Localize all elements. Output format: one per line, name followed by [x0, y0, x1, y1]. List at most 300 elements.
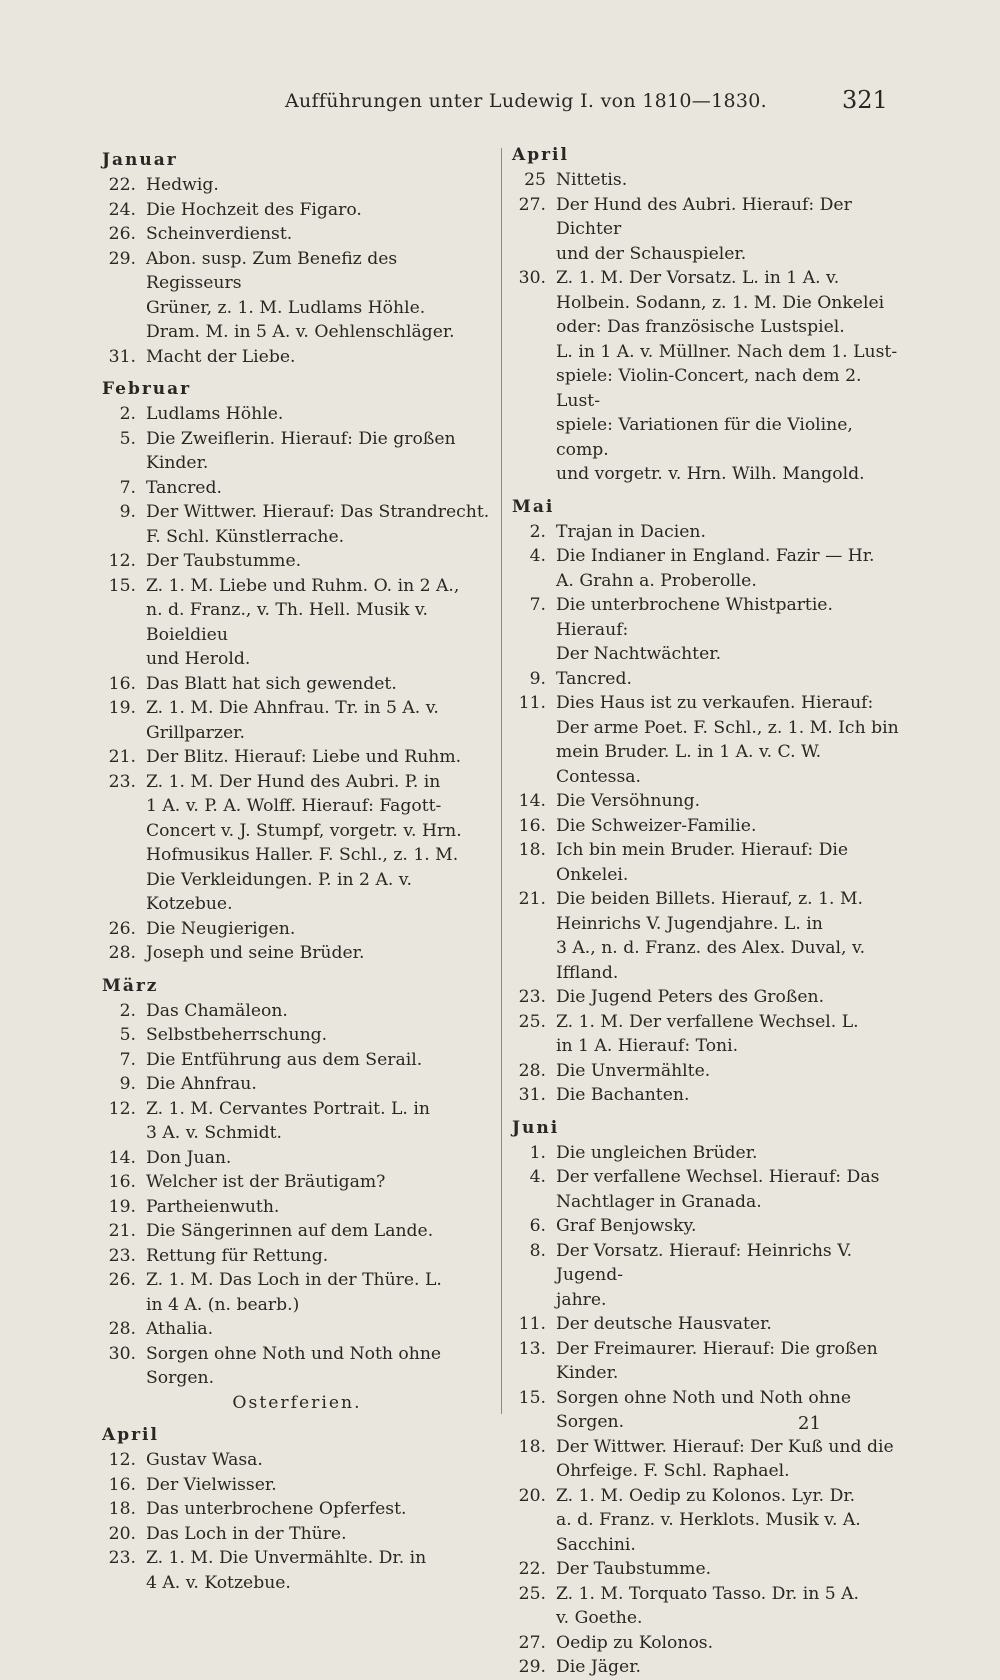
performance-entry — [102, 917, 492, 942]
performance-entry — [102, 402, 492, 427]
entry-line: Sacchini. — [556, 1534, 636, 1555]
entry-date: 21. — [518, 889, 546, 909]
entry-text — [556, 1337, 910, 1386]
entry-line: Macht der Liebe. — [146, 346, 296, 367]
entry-text — [146, 198, 492, 223]
entry-date: 5. — [119, 1025, 136, 1045]
entry-text — [556, 544, 910, 593]
entry-text — [556, 1239, 910, 1313]
entry-date: 23. — [108, 771, 136, 792]
entry-text — [146, 427, 492, 476]
entry-text — [556, 1484, 910, 1558]
entry-line: Die Ahnfrau. — [146, 1074, 257, 1094]
performance-entry — [512, 1010, 910, 1059]
entry-line: Abon. susp. Zum Benefiz des Regisseurs — [146, 248, 398, 293]
entry-line: Der Vorsatz. Hierauf: Heinrichs V. Jugend- — [556, 1240, 853, 1285]
section-gap — [102, 966, 492, 974]
section-gap — [102, 369, 492, 377]
entry-text — [556, 593, 910, 667]
entry-line: Ludlams Höhle. — [146, 404, 284, 424]
entry-date: 8. — [529, 1240, 546, 1261]
entry-date: 29. — [108, 248, 136, 269]
entry-line: Z. 1. M. Oedip zu Kolonos. Lyr. Dr. — [556, 1485, 856, 1506]
entry-line: v. Goethe. — [556, 1608, 643, 1628]
entry-line: Dram. M. in 5 A. v. Oehlenschläger. — [146, 322, 455, 342]
entry-date: 12. — [108, 1450, 136, 1470]
entry-text — [556, 691, 910, 789]
entry-line: und vorgetr. v. Hrn. Wilh. Mangold. — [556, 464, 865, 484]
performance-entry — [102, 1244, 492, 1269]
performance-entry — [102, 1195, 492, 1220]
entry-date: 27. — [518, 194, 546, 215]
entry-line: 3 A. v. Schmidt. — [146, 1123, 282, 1143]
entry-text — [556, 1165, 910, 1214]
entry-line: mein Bruder. L. in 1 A. v. C. W. Contessa. — [556, 742, 822, 787]
performance-entry — [512, 1582, 910, 1631]
entry-date: 20. — [518, 1485, 546, 1506]
entry-line: Don Juan. — [146, 1147, 232, 1168]
entry-line: Die ungleichen Brüder. — [556, 1142, 758, 1163]
entry-text — [146, 1048, 492, 1073]
performance-entry — [512, 266, 910, 487]
entry-line: Tancred. — [146, 477, 222, 498]
performance-entry — [102, 427, 492, 476]
entry-line: Der Wittwer. Hierauf: Das Strandrecht. — [146, 502, 490, 522]
entry-date: 4. — [529, 546, 546, 566]
entry-date: 9. — [529, 668, 546, 689]
entry-line: Die beiden Billets. Hierauf, z. 1. M. — [556, 889, 864, 909]
entry-date: 25. — [518, 1011, 546, 1032]
entry-line: Das unterbrochene Opferfest. — [146, 1499, 407, 1519]
month-heading: Mai — [512, 496, 555, 517]
entry-line: Z. 1. M. Der Hund des Aubri. P. in — [146, 771, 441, 792]
entry-line: Nittetis. — [556, 170, 628, 190]
entry-date: 9. — [119, 1074, 136, 1094]
performance-entry — [512, 1059, 910, 1084]
entry-line: Z. 1. M. Cervantes Portrait. L. in — [146, 1098, 430, 1119]
entry-text — [146, 999, 492, 1024]
performance-entry — [102, 1268, 492, 1317]
entry-date: 28. — [108, 1319, 136, 1339]
entry-date: 22. — [108, 175, 136, 195]
performance-entry — [512, 1239, 910, 1313]
performance-entry — [102, 222, 492, 247]
entry-line: Partheienwuth. — [146, 1196, 280, 1217]
entry-line: Die Entführung aus dem Serail. — [146, 1049, 423, 1070]
entry-line: Gustav Wasa. — [146, 1450, 263, 1470]
entry-line: F. Schl. Künstlerrache. — [146, 526, 345, 547]
month-heading: April — [102, 1425, 159, 1445]
performance-entry — [512, 667, 910, 692]
entry-text — [146, 696, 492, 745]
entry-text — [146, 549, 492, 574]
entry-line: Kotzebue. — [146, 894, 233, 914]
performance-entry — [512, 1631, 910, 1656]
entry-text — [146, 1497, 492, 1522]
entry-date: 23. — [108, 1245, 136, 1266]
entry-date: 13. — [518, 1338, 546, 1359]
performance-entry — [512, 838, 910, 887]
entry-date: 4. — [529, 1167, 546, 1187]
entry-line: Die Bachanten. — [556, 1085, 690, 1105]
entry-line: 3 A., n. d. Franz. des Alex. Duval, v. — [556, 938, 866, 958]
performance-entry — [102, 1473, 492, 1498]
entry-text — [146, 917, 492, 942]
entry-line: Die Unvermählte. — [556, 1060, 711, 1081]
entry-date: 14. — [518, 791, 546, 811]
entry-line: Die Jäger. — [556, 1657, 642, 1677]
entry-line: Iffland. — [556, 962, 619, 983]
entry-text — [146, 247, 492, 345]
entry-line: Der Vielwisser. — [146, 1474, 277, 1495]
entry-date: 11. — [518, 1314, 546, 1334]
entry-date: 15. — [108, 575, 136, 596]
performance-entry — [102, 1048, 492, 1073]
entry-text — [146, 1317, 492, 1342]
performance-entry — [512, 1557, 910, 1582]
entry-date: 5. — [119, 428, 136, 449]
section-subheading: Osterferien. — [232, 1392, 362, 1413]
entry-line: 4 A. v. Kotzebue. — [146, 1572, 291, 1593]
entry-line: Nachtlager in Granada. — [556, 1191, 762, 1212]
performance-entry — [512, 1386, 910, 1435]
entry-line: Die Sängerinnen auf dem Lande. — [146, 1221, 434, 1241]
performance-entry — [102, 549, 492, 574]
entry-line: Der Blitz. Hierauf: Liebe und Ruhm. — [146, 747, 462, 767]
entry-line: a. d. Franz. v. Herklots. Musik v. A. — [556, 1510, 861, 1530]
performance-entry — [102, 1170, 492, 1195]
entry-line: Hofmusikus Haller. F. Schl., z. 1. M. — [146, 845, 459, 865]
entry-text — [146, 1522, 492, 1547]
performance-entry — [512, 1484, 910, 1558]
entry-date: 26. — [108, 918, 136, 939]
entry-line: und der Schauspieler. — [556, 243, 747, 264]
entry-date: 11. — [518, 693, 546, 713]
performance-entry — [102, 1522, 492, 1547]
entry-line: Z. 1. M. Die Ahnfrau. Tr. in 5 A. v. — [146, 698, 439, 718]
performance-entry — [102, 173, 492, 198]
performance-entry — [102, 672, 492, 697]
entry-line: oder: Das französische Lustspiel. — [556, 317, 845, 337]
entry-date: 28. — [108, 943, 136, 963]
entry-line: Welcher ist der Bräutigam? — [146, 1172, 386, 1192]
performance-entry — [102, 1146, 492, 1171]
entry-line: Die Jugend Peters des Großen. — [556, 987, 825, 1007]
entry-line: Der Nachtwächter. — [556, 644, 722, 664]
entry-date: 31. — [518, 1085, 546, 1105]
performance-entry — [512, 1141, 910, 1166]
performance-entry — [512, 1337, 910, 1386]
entry-text — [556, 520, 910, 545]
entry-text — [146, 476, 492, 501]
entry-line: spiele: Variationen für die Violine, comp. — [556, 415, 853, 460]
entry-line: spiele: Violin-Concert, nach dem 2. Lust- — [556, 366, 862, 411]
entry-line: Die Verkleidungen. P. in 2 A. v. — [146, 869, 412, 890]
entry-text — [556, 193, 910, 267]
entry-date: 2. — [119, 404, 136, 424]
performance-entry — [512, 789, 910, 814]
entry-line: Z. 1. M. Der verfallene Wechsel. L. — [556, 1011, 859, 1032]
entry-text — [556, 887, 910, 985]
performance-entry — [512, 691, 910, 789]
performance-entry — [512, 1312, 910, 1337]
entry-text — [146, 1097, 492, 1146]
entry-line: Die Indianer in England. Fazir — Hr. — [556, 546, 875, 566]
entry-line: Grüner, z. 1. M. Ludlams Höhle. — [146, 297, 426, 318]
month-heading: März — [102, 975, 159, 996]
entry-text — [556, 1582, 910, 1631]
entry-line: Der Hund des Aubri. Hierauf: Der Dichter — [556, 194, 852, 239]
entry-date: 30. — [518, 268, 546, 288]
entry-text — [556, 1557, 910, 1582]
section-gap — [512, 1108, 910, 1116]
entry-date: 16. — [518, 815, 546, 836]
entry-line: Hedwig. — [146, 175, 219, 195]
entry-text — [556, 789, 910, 814]
performance-entry — [102, 500, 492, 549]
entry-text — [146, 173, 492, 198]
entry-date: 26. — [108, 224, 136, 244]
entry-line: jahre. — [556, 1289, 607, 1310]
entry-line: Kinder. — [556, 1363, 619, 1383]
entry-text — [146, 941, 492, 966]
entry-date: 16. — [108, 1172, 136, 1192]
entry-text — [146, 402, 492, 427]
performance-entry — [512, 1165, 910, 1214]
entry-line: Der deutsche Hausvater. — [556, 1314, 772, 1334]
section-gap — [512, 487, 910, 495]
entry-line: Oedip zu Kolonos. — [556, 1632, 714, 1653]
entry-line: Der Wittwer. Hierauf: Der Kuß und die — [556, 1436, 894, 1457]
performance-entry — [512, 887, 910, 985]
entry-line: Die unterbrochene Whistpartie. Hierauf: — [556, 595, 833, 640]
entry-date: 12. — [108, 1098, 136, 1119]
entry-date: 7. — [529, 595, 546, 615]
entry-text — [146, 222, 492, 247]
entry-date: 16. — [108, 673, 136, 694]
performance-entry — [102, 1497, 492, 1522]
performance-entry — [102, 745, 492, 770]
performance-entry — [102, 1342, 492, 1391]
entry-date: 27. — [518, 1632, 546, 1653]
entry-line: A. Grahn a. Proberolle. — [556, 570, 757, 591]
entry-date: 18. — [518, 840, 546, 860]
entry-date: 7. — [119, 477, 136, 498]
entry-text — [146, 1195, 492, 1220]
performance-entry — [102, 574, 492, 672]
entry-line: Der Freimaurer. Hierauf: Die großen — [556, 1338, 878, 1359]
entry-text — [146, 1146, 492, 1171]
entry-line: Das Blatt hat sich gewendet. — [146, 673, 397, 694]
entry-text — [146, 1244, 492, 1269]
entry-text — [556, 1435, 910, 1484]
entry-text — [556, 168, 910, 193]
entry-line: Das Loch in der Thüre. — [146, 1523, 347, 1544]
entry-text — [146, 1268, 492, 1317]
entry-text — [146, 1023, 492, 1048]
performance-entry — [512, 593, 910, 667]
entry-line: Z. 1. M. Der Vorsatz. L. in 1 A. v. — [556, 268, 840, 288]
entry-line: Das Chamäleon. — [146, 1000, 288, 1021]
entry-date: 14. — [108, 1147, 136, 1168]
entry-date: 24. — [108, 199, 136, 220]
entry-line: Tancred. — [556, 668, 632, 689]
performance-entry — [512, 1655, 910, 1680]
entry-line: Heinrichs V. Jugendjahre. L. in — [556, 913, 823, 934]
entry-line: Rettung für Rettung. — [146, 1245, 329, 1266]
performance-entry — [102, 770, 492, 917]
performance-entry — [102, 476, 492, 501]
performance-entry — [512, 985, 910, 1010]
entry-date: 12. — [108, 551, 136, 571]
entry-date: 25. — [518, 1583, 546, 1604]
entry-text — [146, 770, 492, 917]
signature-mark: 21 — [798, 1413, 821, 1434]
entry-line: Joseph und seine Brüder. — [146, 943, 365, 963]
entry-date: 18. — [108, 1499, 136, 1519]
entry-line: Ich bin mein Bruder. Hierauf: Die Onkelei. — [556, 840, 849, 885]
entry-text — [146, 574, 492, 672]
entry-line: Graf Benjowsky. — [556, 1216, 697, 1236]
entry-text — [556, 667, 910, 692]
entry-date: 23. — [108, 1548, 136, 1568]
performance-entry — [102, 1448, 492, 1473]
entry-text — [556, 1631, 910, 1656]
entry-date: 25 — [524, 170, 546, 190]
entry-text — [556, 838, 910, 887]
entry-line: Die Hochzeit des Figaro. — [146, 199, 362, 220]
entry-line: Sorgen ohne Noth und Noth ohne Sorgen. — [146, 1343, 442, 1388]
entry-text — [146, 1342, 492, 1391]
entry-line: Scheinverdienst. — [146, 224, 293, 244]
entry-date: 7. — [119, 1049, 136, 1070]
entry-line: Athalia. — [146, 1319, 214, 1339]
entry-line: Selbstbeherrschung. — [146, 1025, 328, 1045]
entry-text — [556, 1141, 910, 1166]
performance-entry — [102, 941, 492, 966]
entry-date: 6. — [529, 1216, 546, 1236]
right-column — [512, 143, 910, 1680]
entry-text — [556, 1312, 910, 1337]
month-heading: Januar — [102, 150, 178, 170]
entry-line: Holbein. Sodann, z. 1. M. Die Onkelei — [556, 292, 885, 313]
performance-entry — [512, 1214, 910, 1239]
entry-text — [146, 345, 492, 370]
entry-line: Der Taubstumme. — [556, 1559, 712, 1579]
running-head: Aufführungen unter Ludewig I. von 1810—1830. — [285, 90, 767, 112]
entry-date: 19. — [108, 1196, 136, 1217]
entry-date: 9. — [119, 502, 136, 522]
entry-date: 15. — [518, 1387, 546, 1408]
entry-text — [146, 1546, 492, 1595]
performance-entry — [512, 520, 910, 545]
performance-entry — [102, 1023, 492, 1048]
entry-line: Die Schweizer-Familie. — [556, 815, 757, 836]
entry-date: 19. — [108, 698, 136, 718]
performance-entry — [102, 1219, 492, 1244]
performance-entry — [512, 1435, 910, 1484]
performance-entry — [102, 1097, 492, 1146]
entry-date: 20. — [108, 1523, 136, 1544]
entry-line: und Herold. — [146, 649, 251, 669]
performance-entry — [512, 168, 910, 193]
entry-date: 26. — [108, 1270, 136, 1290]
entry-date: 23. — [518, 987, 546, 1007]
entry-text — [556, 1083, 910, 1108]
entry-date: 22. — [518, 1559, 546, 1579]
month-heading: Juni — [512, 1117, 560, 1138]
entry-line: 1 A. v. P. A. Wolff. Hierauf: Fagott- — [146, 796, 442, 816]
entry-line: Die Neugierigen. — [146, 918, 296, 939]
entry-line: Trajan in Dacien. — [556, 521, 706, 542]
performance-entry — [512, 193, 910, 267]
performance-entry — [102, 1546, 492, 1595]
entry-line: in 1 A. Hierauf: Toni. — [556, 1036, 739, 1056]
entry-line: Z. 1. M. Die Unvermählte. Dr. in — [146, 1548, 427, 1568]
entry-text — [146, 672, 492, 697]
performance-entry — [102, 1072, 492, 1097]
entry-line: Concert v. J. Stumpf, vorgetr. v. Hrn. — [146, 820, 462, 841]
entry-text — [146, 1072, 492, 1097]
page-number: 321 — [842, 86, 888, 114]
entry-line: in 4 A. (n. bearb.) — [146, 1294, 300, 1315]
entry-text — [146, 745, 492, 770]
entry-date: 31. — [108, 346, 136, 367]
entry-text — [146, 1170, 492, 1195]
performance-entry — [102, 345, 492, 370]
entry-text — [556, 1386, 910, 1435]
entry-line: Ohrfeige. F. Schl. Raphael. — [556, 1461, 790, 1481]
entry-date: 29. — [518, 1657, 546, 1677]
entry-text — [556, 266, 910, 487]
entry-text — [146, 1219, 492, 1244]
entry-date: 18. — [518, 1436, 546, 1457]
performance-entry — [102, 696, 492, 745]
entry-date: 16. — [108, 1474, 136, 1495]
entry-line: Grillparzer. — [146, 722, 245, 743]
entry-line: Die Zweiflerin. Hierauf: Die großen — [146, 428, 456, 449]
month-heading: April — [512, 145, 569, 165]
entry-date: 2. — [529, 521, 546, 542]
entry-line: Sorgen ohne Noth und Noth ohne Sorgen. — [556, 1387, 852, 1432]
entry-date: 21. — [108, 1221, 136, 1241]
performance-entry — [102, 1317, 492, 1342]
entry-date: 30. — [108, 1343, 136, 1364]
entry-line: L. in 1 A. v. Müllner. Nach dem 1. Lust- — [556, 341, 898, 362]
performance-entry — [512, 814, 910, 839]
entry-line: Z. 1. M. Liebe und Ruhm. O. in 2 A., — [146, 575, 460, 596]
entry-text — [556, 1655, 910, 1680]
entry-text — [556, 814, 910, 839]
entry-text — [146, 500, 492, 549]
entry-line: Dies Haus ist zu verkaufen. Hierauf: — [556, 693, 874, 713]
entry-text — [556, 985, 910, 1010]
entry-text — [556, 1059, 910, 1084]
entry-date: 2. — [119, 1000, 136, 1021]
performance-entry — [512, 1083, 910, 1108]
left-column — [102, 148, 492, 1595]
entry-text — [556, 1214, 910, 1239]
section-gap — [102, 1415, 492, 1423]
entry-line: Der arme Poet. F. Schl., z. 1. M. Ich bin — [556, 717, 899, 738]
entry-line: Z. 1. M. Torquato Tasso. Dr. in 5 A. — [556, 1583, 860, 1604]
entry-text — [146, 1448, 492, 1473]
entry-text — [556, 1010, 910, 1059]
entry-line: Der Taubstumme. — [146, 551, 302, 571]
performance-entry — [512, 544, 910, 593]
entry-line: Z. 1. M. Das Loch in der Thüre. L. — [146, 1270, 442, 1290]
entry-line: Der verfallene Wechsel. Hierauf: Das — [556, 1167, 880, 1187]
